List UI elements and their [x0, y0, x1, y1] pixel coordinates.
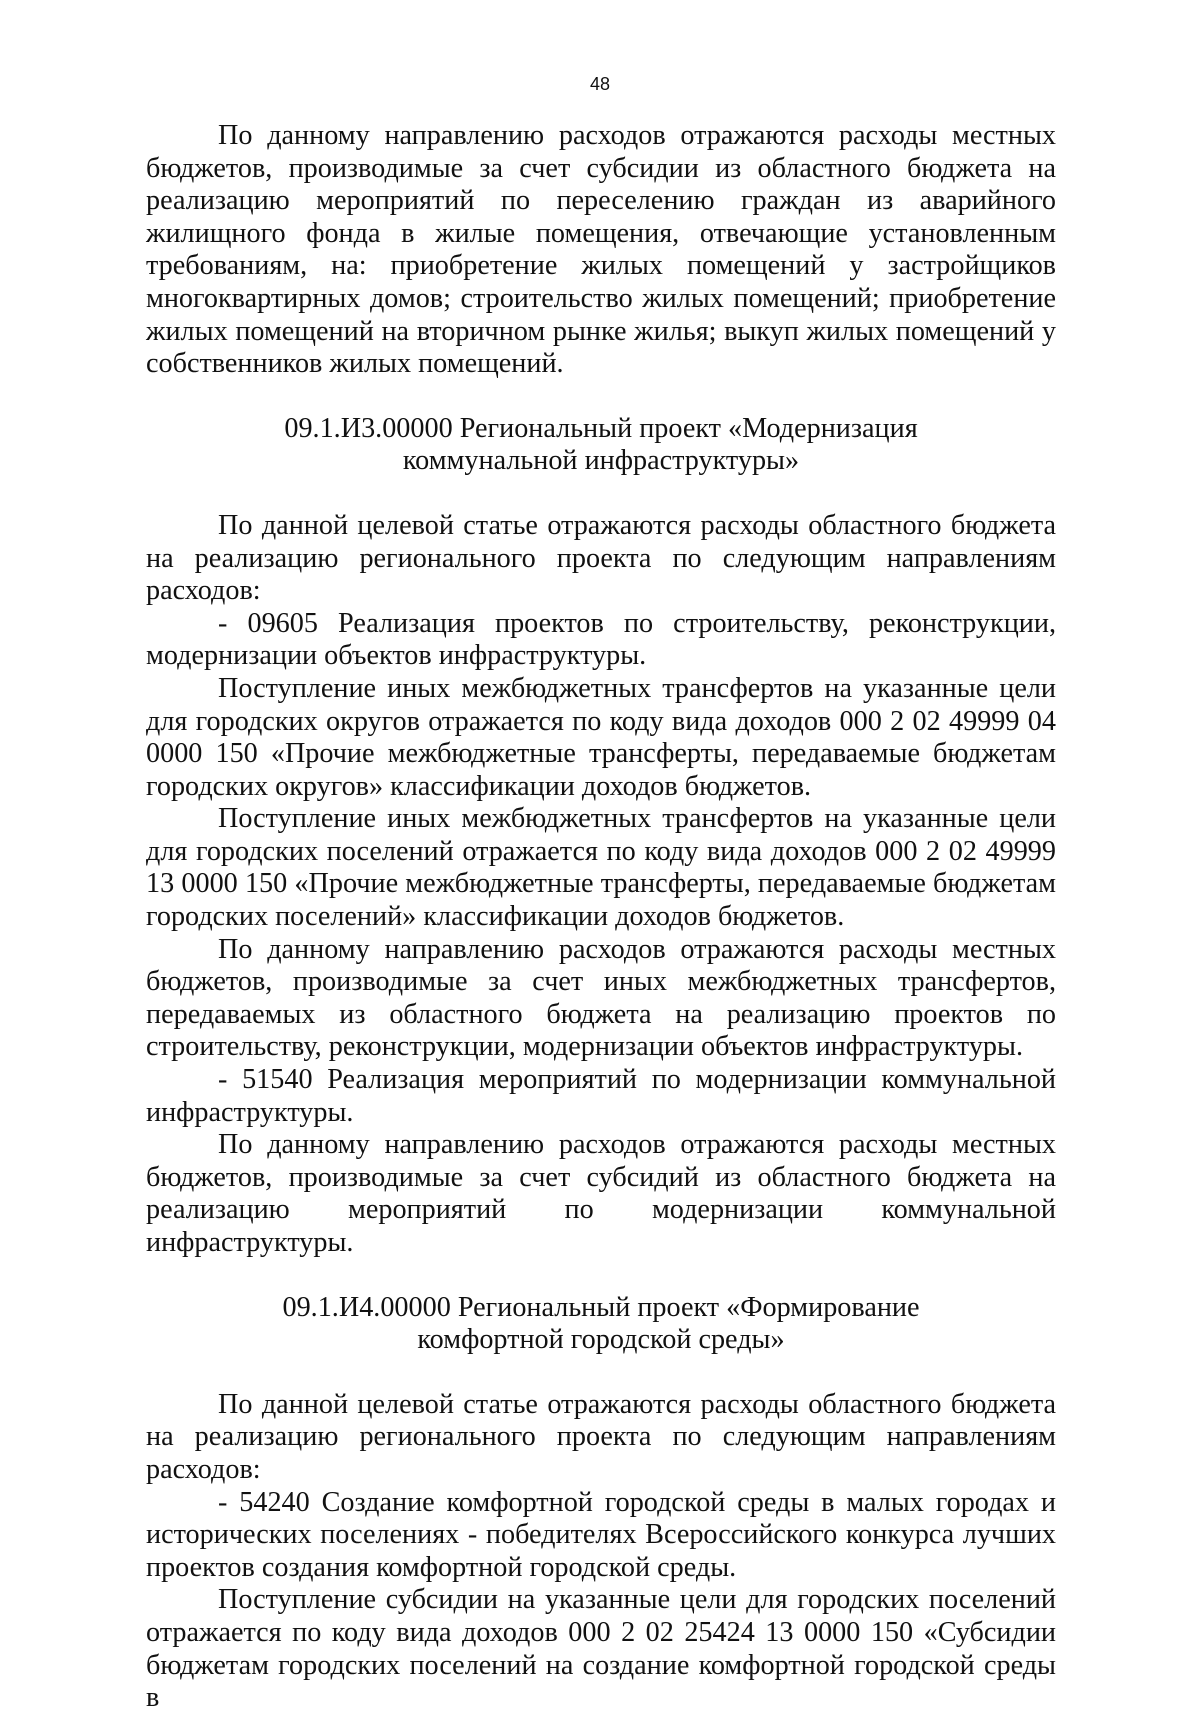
paragraph-direction-09605: - 09605 Реализация проектов по строительству, реконструкции, модернизации объектов инфраструктуры. [146, 607, 1056, 672]
paragraph-resettlement-expenses: По данному направлению расходов отражаются расходы местных бюджетов, производимые за счет субсидии из областного бюджета на реализацию мероприятий по переселению граждан из аварийного жилищного фонда в жилые помещения, отвечающие установленным требованиям, на: приобретение жилых помещений у застройщиков многоквартирных домов; строительство жилых помещений; приобретение жилых помещений на вторичном рынке жилья; выкуп жилых помещений у собственников жилых помещений. [146, 120, 1056, 380]
paragraph-subsidy-receipt: Поступление субсидии на указанные цели для городских поселений отражается по коду вида доходов 000 2 02 25424 13 0000 150 «Субсидии бюджетам городских поселений на создание комфортной городской среды в [146, 1584, 1056, 1714]
paragraph-local-budgets-transfers: По данному направлению расходов отражаются расходы местных бюджетов, производимые за счет иных межбюджетных трансфертов, передаваемых из областного бюджета на реализацию проектов по строительству, реконструкции, модернизации объектов инфраструктуры. [146, 933, 1056, 1063]
paragraph-city-districts: Поступление иных межбюджетных трансфертов на указанные цели для городских округов отражается по коду вида доходов 000 2 02 49999 04 0000 150 «Прочие межбюджетные трансферты, передаваемые бюджетам городских округов» классификации доходов бюджетов. [146, 672, 1056, 802]
page-number: 48 [589, 74, 611, 94]
paragraph-target-article: По данной целевой статье отражаются расходы областного бюджета на реализацию регионального проекта по следующим направлениям расходов: [146, 1388, 1056, 1485]
section-heading-line: 09.1.И4.00000 Региональный проект «Формирование [282, 1291, 920, 1323]
paragraph-direction-51540: - 51540 Реализация мероприятий по модернизации коммунальной инфраструктуры. [146, 1064, 1056, 1128]
paragraph-direction-54240: - 54240 Создание комфортной городской среды в малых городах и исторических поселениях - победителях Всероссийского конкурса лучших проектов создания комфортной городской среды. [146, 1486, 1056, 1583]
document-body [146, 120, 1056, 1715]
section-heading-modernization [146, 413, 1056, 478]
paragraph-city-settlements: Поступление иных межбюджетных трансфертов на указанные цели для городских поселений отражается по коду вида доходов 000 2 02 49999 13 0000 150 «Прочие межбюджетные трансферты, передаваемые бюджетам городских поселений» классификации доходов бюджетов. [146, 803, 1056, 933]
section-heading-line: 09.1.И3.00000 Региональный проект «Модернизация [284, 412, 918, 444]
paragraph-local-budgets-subsidies: По данному направлению расходов отражаются расходы местных бюджетов, производимые за счет субсидий из областного бюджета на реализацию мероприятий по модернизации коммунальной инфраструктуры. [146, 1129, 1056, 1258]
section-heading-line: коммунальной инфраструктуры» [402, 445, 800, 477]
section-heading-urban-environment [146, 1292, 1056, 1357]
section-heading-line: комфортной городской среды» [417, 1324, 785, 1356]
paragraph-target-article: По данной целевой статье отражаются расходы областного бюджета на реализацию регионального проекта по следующим направлениям расходов: [146, 509, 1056, 607]
